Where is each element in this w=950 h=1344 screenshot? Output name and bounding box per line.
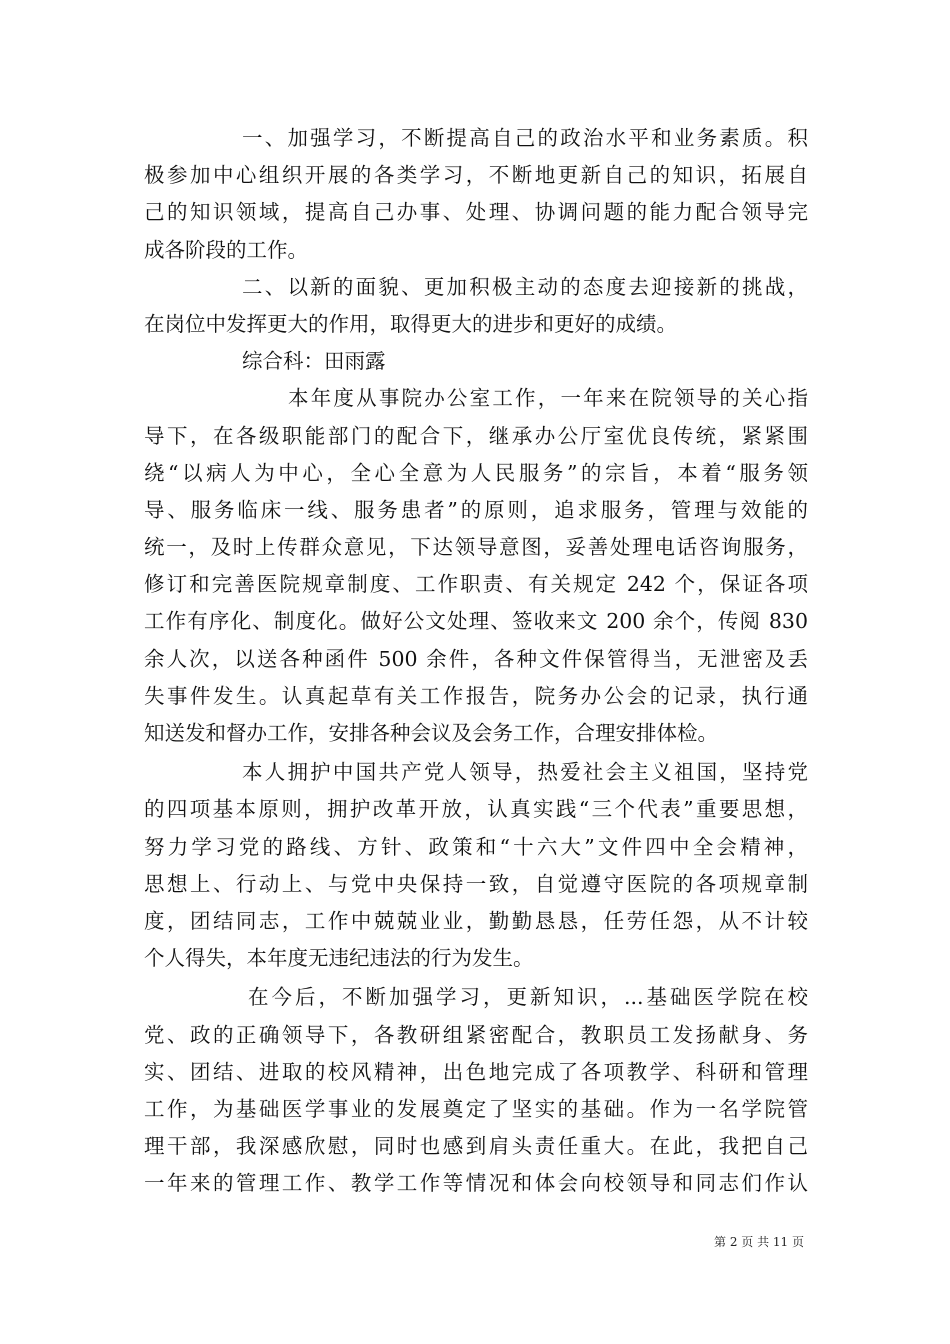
text-line: 余人次，以送各种函件 500 余件，各种文件保管得当，无泄密及丢 — [144, 646, 808, 671]
text-line: 失事件发生。认真起草有关工作报告，院务办公会的记录，执行通 — [144, 683, 808, 708]
text-line: 导下，在各级职能部门的配合下，继承办公厅室优良传统，紧紧围 — [144, 423, 808, 448]
text-line: 绕“以病人为中心，全心全意为人民服务”的宗旨，本着“服务领 — [144, 460, 808, 485]
text-line: 工作，为基础医学事业的发展奠定了坚实的基础。作为一名学院管 — [144, 1096, 808, 1121]
text-line: 个人得失，本年度无违纪违法的行为发生。 — [144, 946, 534, 971]
document-body — [144, 120, 808, 1202]
text-line: 工作有序化、制度化。做好公文处理、签收来文 200 余个，传阅 830 — [144, 609, 808, 634]
text-line: 思想上、行动上、与党中央保持一致，自觉遵守医院的各项规章制 — [144, 871, 808, 896]
page-number-footer: 第 2 页 共 11 页 — [714, 1235, 804, 1249]
text-line: 在岗位中发挥更大的作用，取得更大的进步和更好的成绩。 — [144, 311, 677, 336]
text-line: 己的知识领域，提高自己办事、处理、协调问题的能力配合领导完 — [144, 200, 808, 225]
text-line: 成各阶段的工作。 — [144, 237, 308, 262]
text-line: 二、以新的面貌、更加积极主动的态度去迎接新的挑战， — [242, 274, 808, 299]
text-line: 一年来的管理工作、教学工作等情况和体会向校领导和同志们作认 — [144, 1171, 808, 1196]
text-line: 统一，及时上传群众意见，下达领导意图，妥善处理电话咨询服务， — [144, 535, 808, 560]
text-line: 党、政的正确领导下，各教研组紧密配合，教职员工发扬献身、务 — [144, 1022, 808, 1047]
text-line: 在今后，不断加强学习，更新知识，...基础医学院在校 — [248, 985, 808, 1010]
text-line: 本年度从事院办公室工作，一年来在院领导的关心指 — [288, 386, 808, 411]
text-line: 导、服务临床一线、服务患者”的原则，追求服务，管理与效能的 — [144, 497, 808, 522]
text-line: 本人拥护中国共产党人领导，热爱社会主义祖国，坚持党 — [242, 760, 808, 785]
text-line: 一、加强学习，不断提高自己的政治水平和业务素质。积 — [242, 126, 808, 150]
text-line: 综合科：田雨露 — [242, 349, 386, 374]
text-line: 努力学习党的路线、方针、政策和“十六大”文件四中全会精神， — [144, 834, 808, 859]
text-line: 极参加中心组织开展的各类学习，不断地更新自己的知识，拓展自 — [144, 163, 808, 188]
text-line: 的四项基本原则，拥护改革开放，认真实践“三个代表”重要思想， — [144, 797, 808, 822]
text-line: 修订和完善医院规章制度、工作职责、有关规定 242 个，保证各项 — [144, 572, 808, 597]
text-line: 理干部，我深感欣慰，同时也感到肩头责任重大。在此，我把自己 — [144, 1134, 808, 1159]
text-line: 知送发和督办工作，安排各种会议及会务工作，合理安排体检。 — [144, 721, 718, 745]
text-line: 度，团结同志，工作中兢兢业业，勤勤恳恳，任劳任怨，从不计较 — [144, 908, 808, 933]
text-line: 实、团结、进取的校风精神，出色地完成了各项教学、科研和管理 — [144, 1059, 808, 1084]
